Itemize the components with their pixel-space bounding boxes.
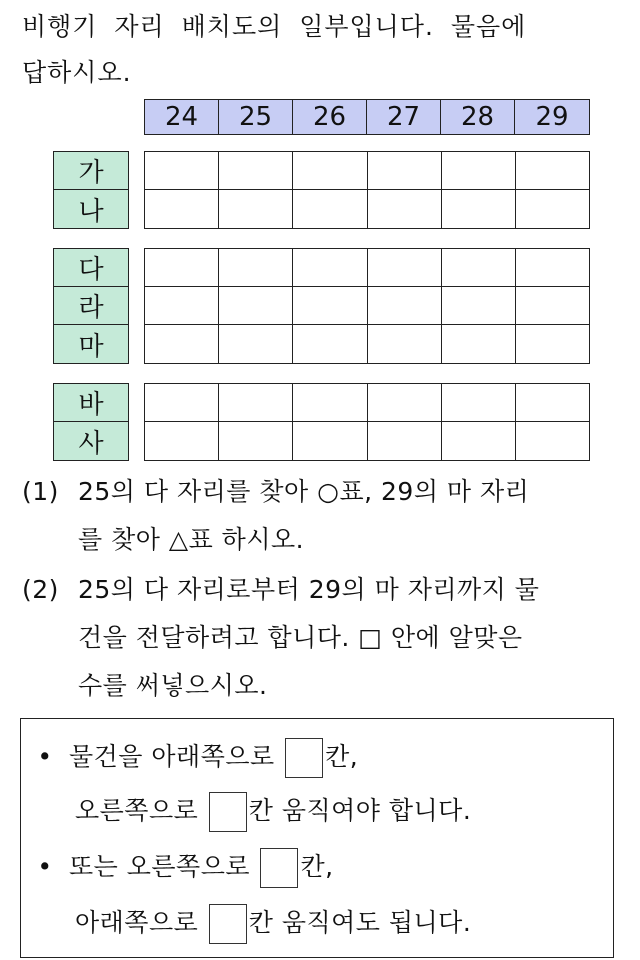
seat-cell[interactable] bbox=[293, 287, 367, 324]
row-label: 사 bbox=[54, 422, 128, 460]
row-label-group-1 bbox=[53, 151, 129, 229]
question-text: 25의 다 자리를 찾아 ○표, 29의 마 자리 bbox=[78, 477, 530, 506]
seat-cell[interactable] bbox=[145, 287, 219, 324]
seat-cell[interactable] bbox=[219, 190, 293, 228]
answer-blank-input[interactable] bbox=[260, 848, 298, 888]
row-label: 다 bbox=[54, 249, 128, 287]
question-number: (2) bbox=[22, 575, 59, 604]
answer-text: 칸 움직여도 됩니다. bbox=[248, 908, 472, 937]
seat-column-header bbox=[144, 99, 590, 135]
seat-cell[interactable] bbox=[442, 190, 516, 228]
seat-row bbox=[145, 422, 589, 460]
seat-cell[interactable] bbox=[368, 422, 442, 460]
seat-cell[interactable] bbox=[293, 325, 367, 363]
seat-row bbox=[145, 384, 589, 422]
seat-row bbox=[145, 190, 589, 228]
row-label: 마 bbox=[54, 325, 128, 363]
seat-cell[interactable] bbox=[516, 325, 589, 363]
seat-cell[interactable] bbox=[516, 190, 589, 228]
row-label-group-2 bbox=[53, 248, 129, 364]
answer-line-4 bbox=[21, 903, 471, 944]
seat-cell[interactable] bbox=[219, 325, 293, 363]
answer-blank-input[interactable] bbox=[209, 792, 247, 832]
answer-box bbox=[20, 718, 614, 958]
seat-cell[interactable] bbox=[219, 287, 293, 324]
question-text: 를 찾아 △표 하시오. bbox=[78, 525, 305, 554]
seat-cell[interactable] bbox=[516, 152, 589, 189]
seat-block-2 bbox=[144, 248, 590, 364]
seat-cell[interactable] bbox=[219, 384, 293, 421]
row-label: 바 bbox=[54, 384, 128, 422]
seat-cell[interactable] bbox=[442, 422, 516, 460]
seat-cell[interactable] bbox=[442, 384, 516, 421]
seat-cell[interactable] bbox=[516, 287, 589, 324]
answer-text: 아래쪽으로 bbox=[75, 908, 199, 937]
column-label: 25 bbox=[219, 100, 293, 134]
question-number: (1) bbox=[22, 477, 59, 506]
answer-text: 칸 움직여야 합니다. bbox=[248, 796, 472, 825]
seat-cell[interactable] bbox=[368, 384, 442, 421]
question-1 bbox=[22, 468, 632, 564]
seat-cell[interactable] bbox=[293, 384, 367, 421]
seat-row bbox=[145, 249, 589, 287]
problem-intro bbox=[22, 4, 632, 96]
seat-cell[interactable] bbox=[145, 190, 219, 228]
bullet: • bbox=[37, 742, 53, 771]
row-label: 라 bbox=[54, 287, 128, 325]
seat-cell[interactable] bbox=[293, 190, 367, 228]
answer-text: 물건을 아래쪽으로 bbox=[69, 742, 275, 771]
column-label: 26 bbox=[293, 100, 367, 134]
seat-row bbox=[145, 287, 589, 325]
seat-cell[interactable] bbox=[219, 249, 293, 286]
seat-cell[interactable] bbox=[516, 384, 589, 421]
intro-line-2: 답하시오. bbox=[22, 58, 132, 87]
seat-cell[interactable] bbox=[516, 422, 589, 460]
answer-line-2 bbox=[21, 791, 471, 832]
row-label: 가 bbox=[54, 152, 128, 190]
answer-blank-input[interactable] bbox=[285, 738, 323, 778]
seat-cell[interactable] bbox=[368, 152, 442, 189]
seat-cell[interactable] bbox=[368, 249, 442, 286]
seat-cell[interactable] bbox=[442, 325, 516, 363]
seat-cell[interactable] bbox=[293, 249, 367, 286]
column-label: 24 bbox=[145, 100, 219, 134]
column-label: 27 bbox=[367, 100, 441, 134]
column-label: 29 bbox=[515, 100, 589, 134]
seat-cell[interactable] bbox=[145, 422, 219, 460]
question-text: 25의 다 자리로부터 29의 마 자리까지 물 bbox=[78, 575, 540, 604]
answer-text: 오른쪽으로 bbox=[75, 796, 199, 825]
seat-cell[interactable] bbox=[219, 422, 293, 460]
seat-cell[interactable] bbox=[368, 287, 442, 324]
seat-cell[interactable] bbox=[293, 152, 367, 189]
row-label: 나 bbox=[54, 190, 128, 228]
answer-text: 칸, bbox=[300, 852, 334, 881]
seat-cell[interactable] bbox=[442, 152, 516, 189]
seat-cell[interactable] bbox=[368, 325, 442, 363]
seat-block-1 bbox=[144, 151, 590, 229]
seat-cell[interactable] bbox=[442, 249, 516, 286]
seat-cell[interactable] bbox=[293, 422, 367, 460]
seat-cell[interactable] bbox=[145, 249, 219, 286]
seat-row bbox=[145, 152, 589, 190]
question-text: 건을 전달하려고 합니다. □ 안에 알맞은 bbox=[78, 623, 523, 652]
seat-cell[interactable] bbox=[145, 325, 219, 363]
answer-text: 또는 오른쪽으로 bbox=[69, 852, 250, 881]
row-label-group-3 bbox=[53, 383, 129, 461]
seat-row bbox=[145, 325, 589, 363]
seat-cell[interactable] bbox=[516, 249, 589, 286]
intro-line-1: 비행기 자리 배치도의 일부입니다. 물음에 bbox=[22, 12, 527, 41]
answer-line-3 bbox=[21, 847, 334, 888]
seat-cell[interactable] bbox=[145, 384, 219, 421]
seat-cell[interactable] bbox=[442, 287, 516, 324]
seat-block-3 bbox=[144, 383, 590, 461]
seat-cell[interactable] bbox=[219, 152, 293, 189]
answer-text: 칸, bbox=[325, 742, 359, 771]
column-label: 28 bbox=[441, 100, 515, 134]
question-2 bbox=[22, 566, 632, 710]
seat-cell[interactable] bbox=[145, 152, 219, 189]
bullet: • bbox=[37, 852, 53, 881]
answer-blank-input[interactable] bbox=[209, 904, 247, 944]
question-text: 수를 써넣으시오. bbox=[78, 671, 268, 700]
answer-line-1 bbox=[21, 737, 358, 778]
seat-cell[interactable] bbox=[368, 190, 442, 228]
